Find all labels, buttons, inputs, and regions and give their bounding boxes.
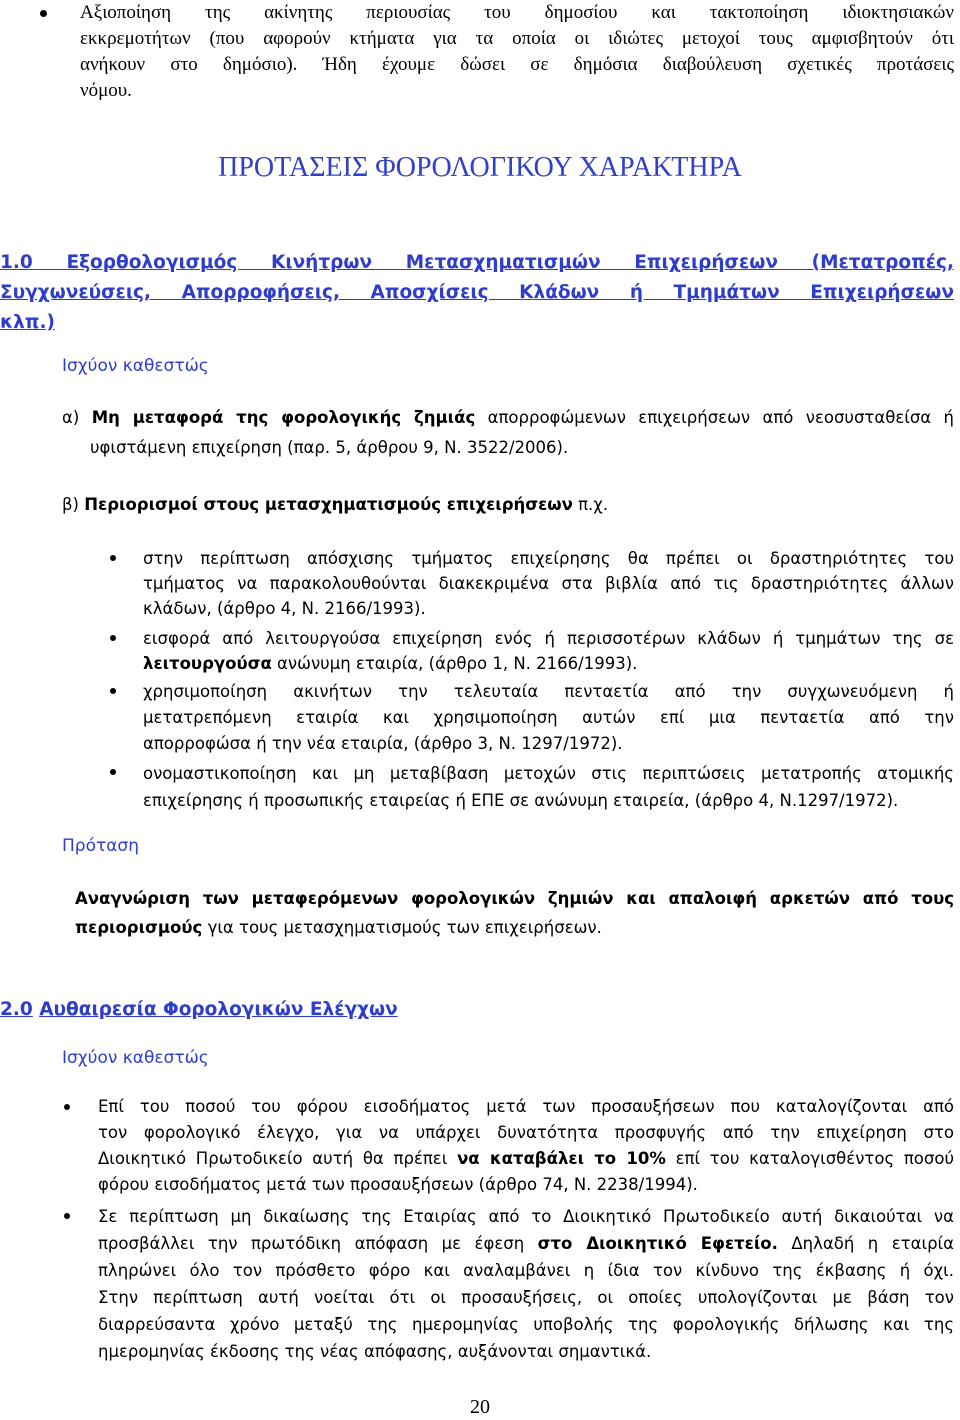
page-number: 20 xyxy=(470,1396,490,1418)
proposal-text xyxy=(75,884,954,942)
page-title: ΠΡΟΤΑΣΕΙΣ ΦΟΡΟΛΟΓΙΚΟΥ ΧΑΡΑΚΤΗΡΑ xyxy=(218,152,742,183)
section-title-line: Συγχωνεύσεις, Απορροφήσεις, Αποσχίσεις Κλάδων ή Τμημάτων Επιχειρήσεων xyxy=(0,282,954,303)
section-2-heading xyxy=(0,996,398,1024)
section-title-line: κλπ.) xyxy=(0,312,55,333)
text-line: απορροφώσα ή την νέα εταιρία, (άρθρο 3, Ν. 1297/1972). xyxy=(143,734,623,753)
bullet-item xyxy=(98,1094,954,1198)
bullet-item xyxy=(143,626,954,676)
text-line: διαρρεύσαντα χρόνο μεταξύ της ημερομηνίας υποβολής της φορολογικής δήλωσης και της xyxy=(98,1315,954,1334)
text-line: μετατρεπόμενη εταιρία και χρησιμοποίηση αυτών επί μια πενταετία από την xyxy=(143,708,954,727)
bullet-icon xyxy=(110,688,116,694)
status-label: Ισχύον καθεστώς xyxy=(62,356,209,376)
item-text: απορροφώμενων επιχειρήσεων από νεοσυσταθείσα ή xyxy=(487,408,954,427)
section-number: 2.0 xyxy=(0,999,33,1020)
text-line: Δηλαδή η εταιρία xyxy=(791,1234,954,1253)
text-line: πληρώνει όλο τον πρόσθετο φόρο και αναλαμβάνει η ίδια τον κίνδυνο της έκβασης ή όχι. xyxy=(98,1261,954,1280)
text-bold: περιορισμούς xyxy=(75,918,203,937)
text-line: χρησιμοποίηση ακινήτων την τελευταία πενταετία από την συγχωνευόμενη ή xyxy=(143,682,954,701)
text-line: επιχείρησης ή προσωπικής εταιρείας ή ΕΠΕ σε ανώνυμη εταιρεία, (άρθρο 4, Ν.1297/1972). xyxy=(143,791,899,810)
text-line: προσβάλλει την πρωτόδικη απόφαση με έφεση xyxy=(98,1234,525,1253)
section-1-heading xyxy=(0,248,954,338)
text-line: τμήματος να παρακολουθούνται διακεκριμένα στα βιβλία από τις δραστηριότητες άλλων xyxy=(143,574,954,593)
section-title-line: Εξορθολογισμός Κινήτρων Μετασχηματισμών Επιχειρήσεων (Μετατροπές, xyxy=(66,252,954,273)
bullet-item xyxy=(143,760,954,814)
status-label: Ισχύον καθεστώς xyxy=(62,1048,209,1068)
text-line: επί του καταλογισθέντος ποσού xyxy=(675,1149,954,1168)
text-line: στην περίπτωση απόσχισης τμήματος επιχείρησης θα πρέπει οι δραστηριότητες του xyxy=(143,549,954,568)
text-line: κλάδων, (άρθρο 4, Ν. 2166/1993). xyxy=(143,599,426,618)
text-line: εκκρεμοτήτων (που αφορούν κτήματα για τα οποία οι ιδιώτες μετοχοί τους αμφισβητούν ότι xyxy=(80,28,954,49)
bullet-icon xyxy=(110,555,116,561)
item-prefix: α) xyxy=(62,408,80,427)
item-b xyxy=(62,490,608,519)
bullet-icon xyxy=(64,1213,70,1219)
text-line: Αξιοποίηση της ακίνητης περιουσίας του δημοσίου και τακτοποίηση ιδιοκτησιακών xyxy=(80,2,954,23)
text-bold: να καταβάλει το 10% xyxy=(457,1149,666,1168)
text-line: Διοικητικό Πρωτοδικείο αυτή θα πρέπει xyxy=(98,1149,448,1168)
item-text: π.χ. xyxy=(578,495,609,514)
text-line: ανώνυμη εταιρία, (άρθρο 1, Ν. 2166/1993). xyxy=(277,654,638,673)
text-line: Επί του ποσού του φόρου εισοδήματος μετά των προσαυξήσεων που καταλογίζονται από xyxy=(98,1097,954,1116)
text-bold: Αναγνώριση των μεταφερόμενων φορολογικών ζημιών και απαλοιφή αρκετών από τους xyxy=(75,889,954,908)
section-title: Αυθαιρεσία Φορολογικών Ελέγχων xyxy=(39,999,398,1020)
text-line: νόμου. xyxy=(80,80,132,101)
item-bold: Περιορισμοί στους μετασχηματισμούς επιχειρήσεων xyxy=(84,495,573,514)
text-line: ημερομηνίας έκδοσης της νέας απόφασης, αυξάνονται σημαντικά. xyxy=(98,1342,652,1361)
text-line: ανήκουν στο δημόσιο). Ήδη έχουμε δώσει σε δημόσια διαβούλευση σχετικές προτάσεις xyxy=(80,54,954,75)
bullet-icon xyxy=(64,1104,70,1110)
text-bold: λειτουργούσα xyxy=(143,654,272,673)
bullet-item xyxy=(98,1203,954,1365)
text-line: τον φορολογικό έλεγχο, για να υπάρχει δυνατότητα προσφυγής από την επιχείρηση στο xyxy=(98,1123,954,1142)
item-a xyxy=(62,403,954,432)
proposal-label: Πρόταση xyxy=(62,836,139,856)
intro-paragraph xyxy=(80,0,954,104)
text-line: εισφορά από λειτουργούσα επιχείρηση ενός ή περισσοτέρων κλάδων ή τμημάτων της σε xyxy=(143,629,954,648)
text-line: για τους μετασχηματισμούς των επιχειρήσεων. xyxy=(207,918,602,937)
bullet-item xyxy=(143,546,954,621)
item-bold: Μη μεταφορά της φορολογικής ζημιάς xyxy=(91,408,476,427)
text-line: ονομαστικοποίηση και μη μεταβίβαση μετοχών στις περιπτώσεις μετατροπής ατομικής xyxy=(143,764,954,783)
section-number: 1.0 xyxy=(0,252,33,273)
bullet-item xyxy=(143,679,954,757)
bullet-icon xyxy=(110,769,116,775)
bullet-icon xyxy=(40,10,47,17)
bullet-icon xyxy=(110,635,116,641)
item-prefix: β) xyxy=(62,495,79,514)
text-line: φόρου εισοδήματος μετά των προσαυξήσεων (άρθρο 74, Ν. 2238/1994). xyxy=(98,1175,698,1194)
text-line: Σε περίπτωση μη δικαίωσης της Εταιρίας από το Διοικητικό Πρωτοδικείο αυτή δικαιούται να xyxy=(98,1207,954,1226)
text-line: Στην περίπτωση αυτή νοείται ότι οι προσαυξήσεις, οι οποίες υπολογίζονται με βάση τον xyxy=(98,1288,954,1307)
text-bold: στο Διοικητικό Εφετείο. xyxy=(537,1234,778,1253)
item-a-line2: υφιστάμενη επιχείρηση (παρ. 5, άρθρου 9, Ν. 3522/2006). xyxy=(90,438,569,457)
